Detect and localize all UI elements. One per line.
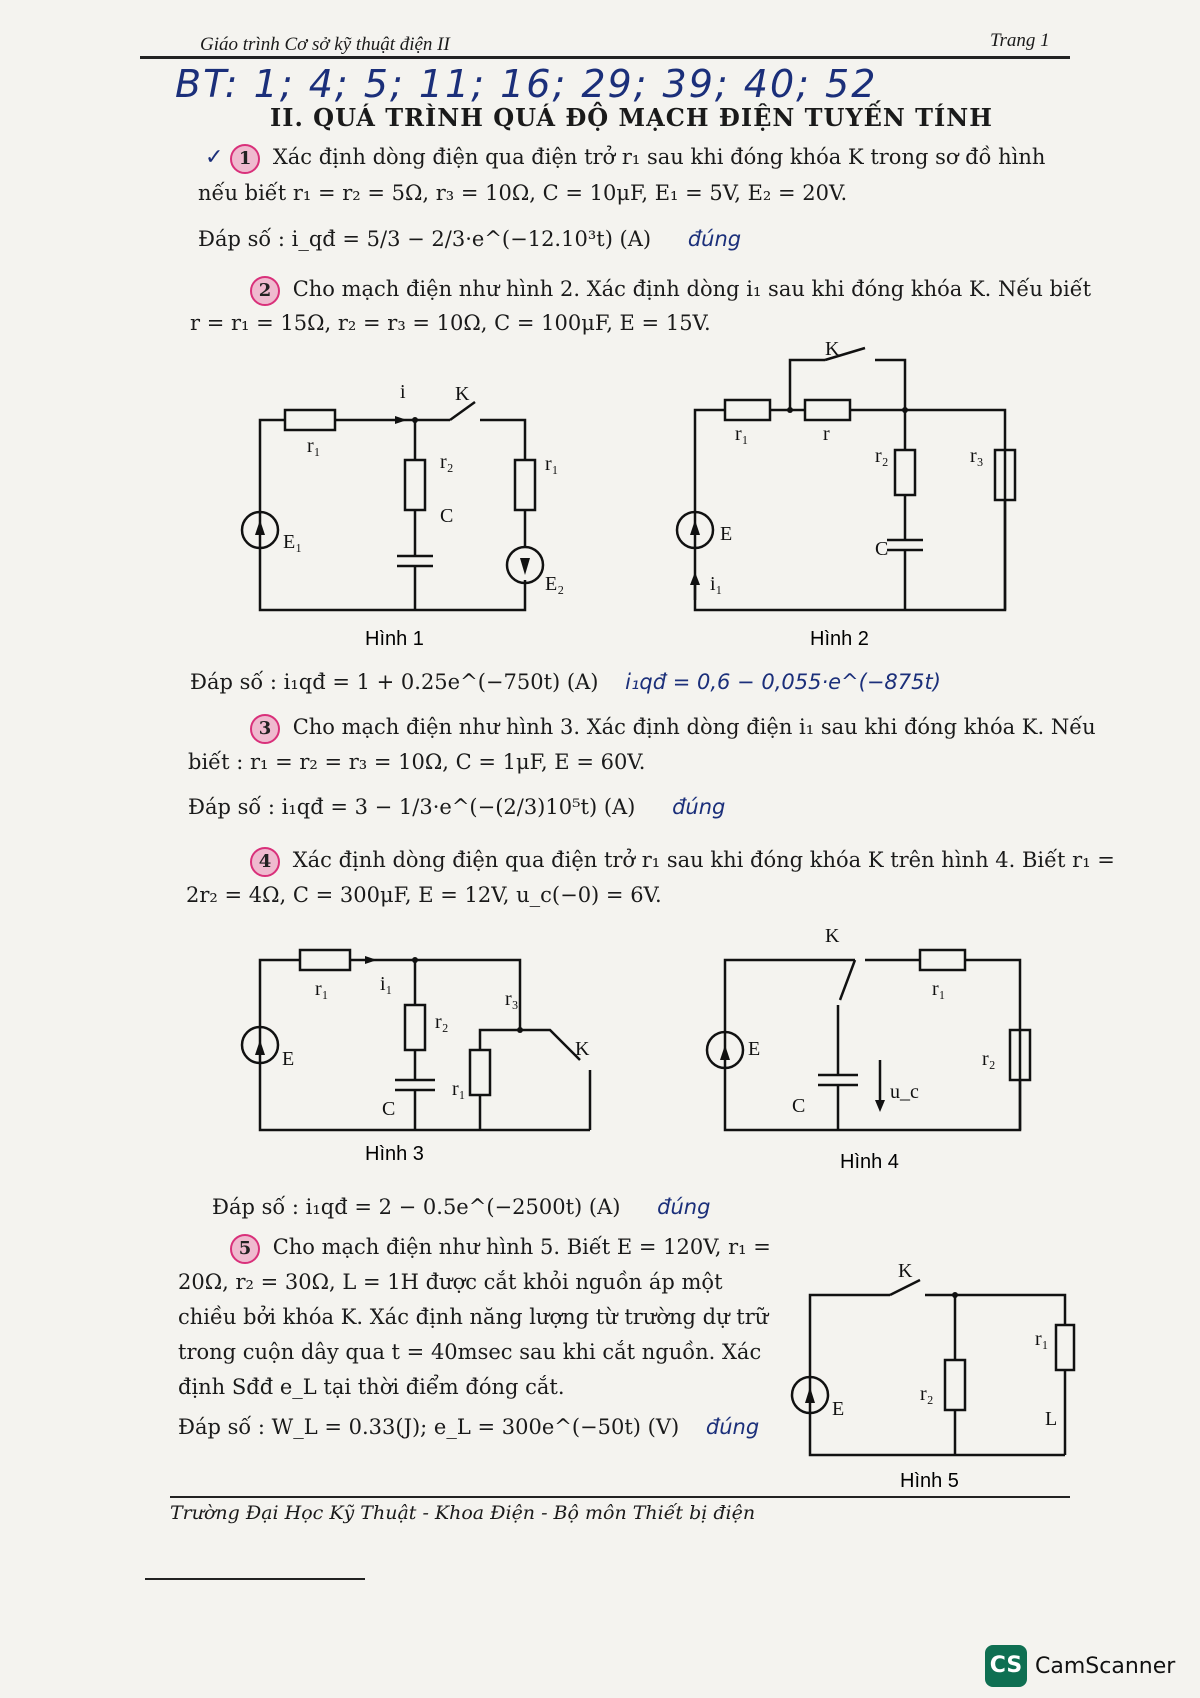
fig1-label-e2: E₂ <box>545 573 565 595</box>
problem-3-line1: 3 Cho mạch điện như hình 3. Xác định dòng điện i₁ sau khi đóng khóa K. Nếu <box>250 710 1096 744</box>
problem-5-answer: Đáp số : W_L = 0.33(J); e_L = 300e^(−50t) (V) đúng <box>178 1415 760 1439</box>
problem-2-number: 2 <box>250 276 280 306</box>
fig1-label-e1: E₁ <box>283 531 303 553</box>
problem-1-note: đúng <box>687 227 742 251</box>
footer-underline <box>145 1578 365 1580</box>
problem-1-line2: nếu biết r₁ = r₂ = 5Ω, r₃ = 10Ω, C = 10μF, E₁ = 5V, E₂ = 20V. <box>198 181 848 205</box>
fig4-resistor-r1 <box>920 950 965 970</box>
fig5-caption: Hình 5 <box>900 1470 959 1492</box>
header-title: Giáo trình Cơ sở kỹ thuật điện II <box>200 34 450 55</box>
fig3-label-r3: r₃ <box>505 988 519 1010</box>
fig1-label-i: i <box>400 381 406 403</box>
fig3-resistor-r1 <box>300 950 350 970</box>
header-rule <box>140 56 1070 59</box>
problem-4-number: 4 <box>250 847 280 877</box>
fig1-label-r1: r₁ <box>307 435 321 457</box>
fig3-caption: Hình 3 <box>365 1143 424 1165</box>
problem-5-line1: 5 Cho mạch điện như hình 5. Biết E = 120V, r₁ = <box>230 1230 771 1264</box>
fig2-label-i1: i₁ <box>710 573 723 595</box>
fig5-label-r1: r₁ <box>1035 1328 1049 1350</box>
footer-text: Trường Đại Học Kỹ Thuật - Khoa Điện - Bộ môn Thiết bị điện <box>170 1502 756 1524</box>
handwritten-exercise-list: BT: 1; 4; 5; 11; 16; 29; 39; 40; 52 <box>175 62 878 106</box>
fig3-label-i1: i₁ <box>380 973 393 995</box>
problem-5-line3: chiều bởi khóa K. Xác định năng lượng từ trường dự trữ <box>178 1305 769 1329</box>
fig3-label-c: C <box>382 1098 396 1120</box>
fig1-resistor-r1b <box>515 460 535 510</box>
camscanner-logo-icon: CS <box>985 1645 1027 1687</box>
fig1-label-k: K <box>455 383 470 405</box>
problem-2-note: i₁qđ = 0,6 − 0,055·e^(−875t) <box>625 670 941 694</box>
fig4-label-k: K <box>825 925 840 947</box>
fig3-label-k: K <box>575 1038 590 1060</box>
fig2-label-r3: r₃ <box>970 445 984 467</box>
problem-1-number: 1 <box>230 144 260 174</box>
problem-3-number: 3 <box>250 714 280 744</box>
camscanner-text: CamScanner <box>1035 1653 1176 1679</box>
fig2-resistor-r <box>805 400 850 420</box>
fig2-label-e: E <box>720 523 733 545</box>
fig4-caption: Hình 4 <box>840 1151 899 1173</box>
fig4-label-uc: u_c <box>890 1081 919 1103</box>
problem-4-note: đúng <box>657 1195 711 1219</box>
camscanner-watermark <box>985 1645 1175 1687</box>
figures-1-2 <box>225 340 1075 660</box>
fig3-label-r1b: r₁ <box>452 1078 466 1100</box>
problem-4-answer: Đáp số : i₁qđ = 2 − 0.5e^(−2500t) (A) đúng <box>212 1195 711 1219</box>
problem-3-note: đúng <box>672 795 726 819</box>
problem-3-answer: Đáp số : i₁qđ = 3 − 1/3·e^(−(2/3)10⁵t) (A) đúng <box>188 795 726 819</box>
fig5-label-l: L <box>1045 1408 1058 1430</box>
fig2-caption: Hình 2 <box>810 628 869 650</box>
fig2-label-r1: r₁ <box>735 423 749 445</box>
fig5-resistor-r2 <box>945 1360 965 1410</box>
fig3-label-e: E <box>282 1048 295 1070</box>
fig5-label-e: E <box>832 1398 845 1420</box>
fig5-label-k: K <box>898 1260 913 1282</box>
fig4-label-c: C <box>792 1095 806 1117</box>
problem-4-line2: 2r₂ = 4Ω, C = 300μF, E = 12V, u_c(−0) = 6V. <box>186 883 662 907</box>
fig4-label-r1: r₁ <box>932 978 946 1000</box>
fig1-resistor-r1 <box>285 410 335 430</box>
fig2-label-r: r <box>823 423 830 445</box>
fig2-resistor-r1 <box>725 400 770 420</box>
fig2-label-r2: r₂ <box>875 445 889 467</box>
problem-5-note: đúng <box>705 1415 760 1439</box>
check-mark-icon: ✓ <box>205 145 224 170</box>
fig1-label-r2: r₂ <box>440 451 454 473</box>
fig3-resistor-r2 <box>405 1005 425 1050</box>
fig1-label-c: C <box>440 505 454 527</box>
fig1-label-r1b: r₁ <box>545 453 559 475</box>
fig2-label-k: K <box>825 340 840 360</box>
fig2-label-c: C <box>875 538 889 560</box>
fig3-label-r1: r₁ <box>315 978 329 1000</box>
footer-rule <box>170 1496 1070 1498</box>
fig5-label-r2: r₂ <box>920 1383 934 1405</box>
header-page-number: Trang 1 <box>990 30 1050 51</box>
problem-5-line5: định Sđđ e_L tại thời điểm đóng cắt. <box>178 1375 565 1399</box>
fig4-label-r2: r₂ <box>982 1048 996 1070</box>
problem-5-line4: trong cuộn dây qua t = 40msec sau khi cắt nguồn. Xác <box>178 1340 762 1364</box>
fig1-caption: Hình 1 <box>365 628 424 650</box>
figure-5 <box>790 1255 1080 1495</box>
fig2-resistor-r2 <box>895 450 915 495</box>
fig3-resistor-r3 <box>470 1050 490 1095</box>
section-title: II. QUÁ TRÌNH QUÁ ĐỘ MẠCH ĐIỆN TUYẾN TÍNH <box>270 103 993 132</box>
fig4-label-e: E <box>748 1038 761 1060</box>
problem-2-line2: r = r₁ = 15Ω, r₂ = r₃ = 10Ω, C = 100μF, E = 15V. <box>190 311 711 335</box>
problem-3-line2: biết : r₁ = r₂ = r₃ = 10Ω, C = 1μF, E = 60V. <box>188 750 646 774</box>
problem-4-line1: 4 Xác định dòng điện qua điện trở r₁ sau khi đóng khóa K trên hình 4. Biết r₁ = <box>250 843 1115 877</box>
figures-3-4 <box>220 920 1070 1175</box>
fig1-resistor-r2 <box>405 460 425 510</box>
problem-1-answer: Đáp số : i_qđ = 5/3 − 2/3·e^(−12.10³t) (A) đúng <box>198 227 742 251</box>
problem-2-answer: Đáp số : i₁qđ = 1 + 0.25e^(−750t) (A) i₁qđ = 0,6 − 0,055·e^(−875t) <box>190 670 941 694</box>
problem-1-line1: ✓ 1 Xác định dòng điện qua điện trở r₁ sau khi đóng khóa K trong sơ đồ hình <box>205 140 1045 175</box>
problem-5-number: 5 <box>230 1234 260 1264</box>
problem-2-line1: 2 Cho mạch điện như hình 2. Xác định dòng i₁ sau khi đóng khóa K. Nếu biết <box>250 272 1091 306</box>
problem-5-line2: 20Ω, r₂ = 30Ω, L = 1H được cắt khỏi nguồn áp một <box>178 1270 723 1294</box>
fig5-resistor-r1 <box>1056 1325 1074 1370</box>
fig3-label-r2: r₂ <box>435 1011 449 1033</box>
